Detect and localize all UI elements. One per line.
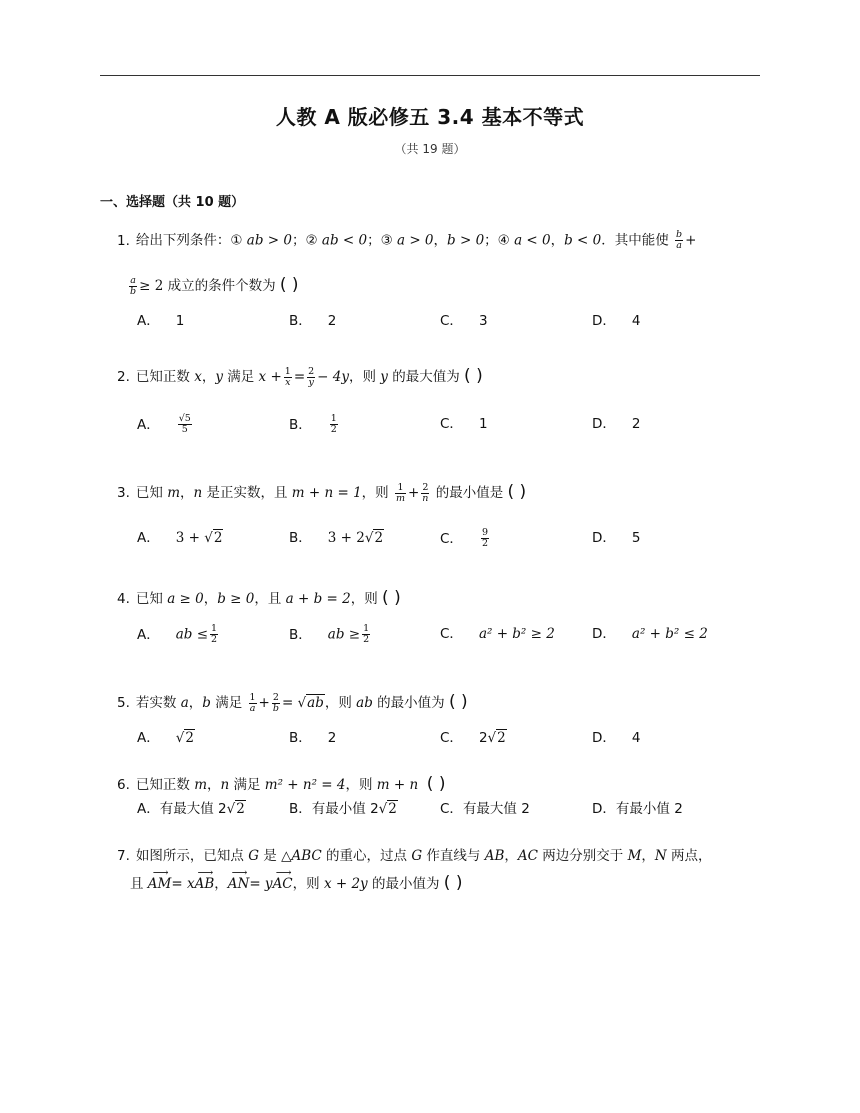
q6-option-c[interactable]: C．有最大值 2	[440, 801, 530, 817]
q4-option-b[interactable]: B． ab ≥ $\frac{1}{2}$	[289, 623, 370, 645]
q3-option-c[interactable]: C． $\frac{9}{2}$	[440, 527, 488, 549]
q5-option-d[interactable]: D． 4	[592, 730, 641, 746]
answer-blank: ( )	[279, 275, 299, 295]
q4-option-a[interactable]: A． ab ≤ $\frac{1}{2}$	[137, 623, 218, 645]
page-subtitle: （共 19 题）	[394, 142, 466, 156]
question-6: 6. 已知正数 m，n 满足 m² + n² = 4，则 m + n ( )	[117, 774, 446, 794]
q1-option-d[interactable]: D． 4	[592, 313, 641, 329]
answer-blank: ( )	[443, 873, 463, 893]
q3-option-a[interactable]: A． 3 + √2	[137, 530, 223, 546]
answer-blank: ( )	[507, 482, 527, 502]
question-7-line-1: 7. 如图所示，已知点 G 是 △ABC 的重心，过点 G 作直线与 AB，AC 两边分别交于 M，N 两点，	[117, 848, 712, 864]
q3-option-b[interactable]: B． 3 + 2√2	[289, 530, 384, 546]
q4-option-d[interactable]: D． a² + b² ≤ 2	[592, 626, 708, 642]
answer-blank: ( )	[426, 774, 446, 794]
q2-option-d[interactable]: D． 2	[592, 416, 641, 432]
question-4: 4. 已知 a ≥ 0，b ≥ 0，且 a + b = 2，则 ( )	[117, 588, 401, 608]
q6-option-a[interactable]: A．有最大值 2√2	[137, 801, 245, 817]
q1-option-a[interactable]: A． 1	[137, 313, 185, 329]
question-1-line-2: $\frac{a}{b}$ ≥ 2 成立的条件个数为 ( )	[130, 274, 299, 297]
q5-option-c[interactable]: C． 2√2	[440, 730, 506, 746]
page-title: 人教 A 版必修五 3.4 基本不等式	[275, 105, 585, 129]
q3-option-d[interactable]: D． 5	[592, 530, 641, 546]
q2-option-c[interactable]: C． 1	[440, 416, 488, 432]
answer-blank: ( )	[448, 692, 468, 712]
q6-option-d[interactable]: D．有最小值 2	[592, 801, 683, 817]
q5-option-b[interactable]: B． 2	[289, 730, 337, 746]
q1-option-b[interactable]: B． 2	[289, 313, 337, 329]
question-7-line-2: 且 ⟶ AM= x⟶ AB，⟶ AN= y⟶ AC，则 x + 2y 的最小值为 ( )	[130, 873, 462, 894]
section-heading: 一、选择题（共 10 题）	[100, 195, 245, 210]
q4-option-c[interactable]: C． a² + b² ≥ 2	[440, 626, 555, 642]
fraction-a-over-b: $\frac{a}{b}$	[130, 274, 137, 297]
answer-blank: ( )	[464, 366, 483, 386]
question-3: 3. 已知 m，n 是正实数，且 m + n = 1，则 $\frac{1}{m}$ + $\frac{2}{n}$ 的最小值是 ( )	[117, 481, 527, 504]
question-1-line-1: 1. 给出下列条件：① ab > 0；② ab < 0；③ a > 0，b > 0；④ a < 0，b < 0．其中能使 $\frac{b}{a}$ +	[117, 229, 697, 251]
top-rule	[100, 75, 760, 76]
question-2: 2. 已知正数 x，y 满足 x + $\frac{1}{x}$ = $\frac{2}{y}$ − 4y，则 y 的最大值为 ( )	[117, 365, 483, 388]
q2-option-a[interactable]: A． $\frac{√5}{5}$	[137, 413, 191, 435]
question-5: 5. 若实数 a，b 满足 $\frac{1}{a}$ + $\frac{2}{b}$ = √ab，则 ab 的最小值为 ( )	[117, 691, 468, 714]
answer-blank: ( )	[382, 588, 401, 608]
q5-option-a[interactable]: A． √2	[137, 730, 194, 746]
fraction-b-over-a: $\frac{b}{a}$	[676, 229, 683, 251]
q1-option-c[interactable]: C． 3	[440, 313, 488, 329]
q2-option-b[interactable]: B． $\frac{1}{2}$	[289, 413, 337, 435]
q6-option-b[interactable]: B．有最小值 2√2	[289, 801, 397, 817]
